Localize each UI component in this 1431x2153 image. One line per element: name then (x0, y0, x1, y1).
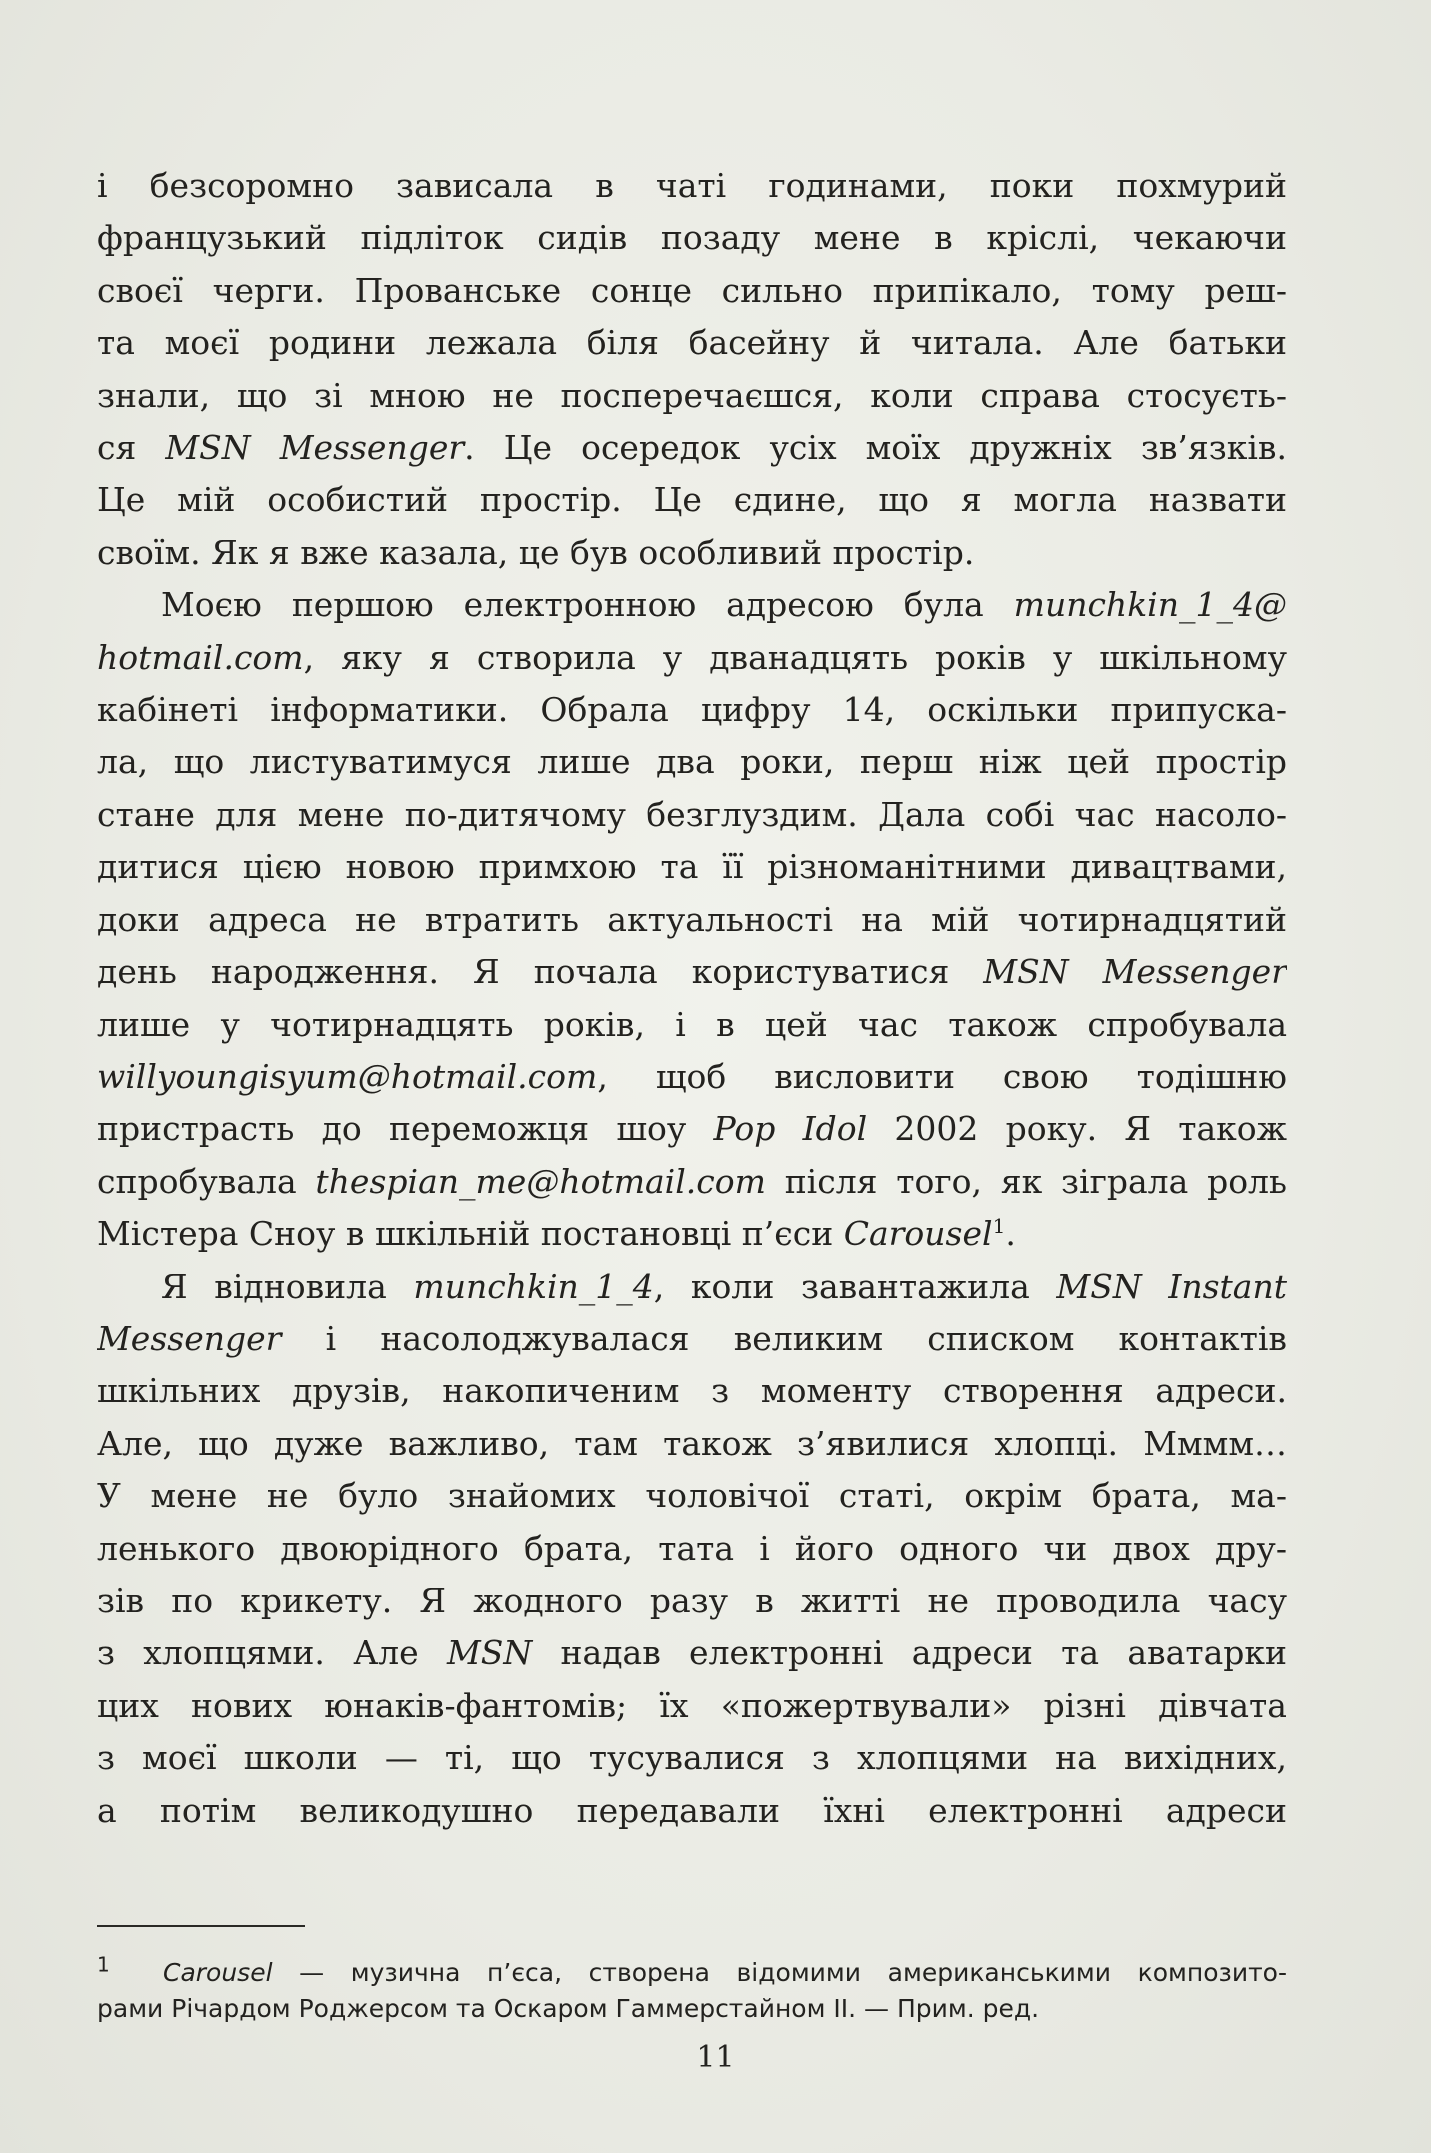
text-line: доки адреса не втратить актуальності на мій чотирнадцятий (97, 899, 1287, 939)
page-number: 11 (696, 2040, 735, 2075)
text-line: ся MSN Messenger. Це осередок усіх моїх дружніх зв’язків. (97, 428, 1287, 468)
footnotes (97, 1955, 1287, 2027)
text-line: спробувала thespian_me@hotmail.com після того, як зіграла роль (97, 1161, 1287, 1201)
text-line: дитися цією новою примхою та її різноманітними дивацтвами, (97, 847, 1287, 887)
footnote-line: $^1$ Carousel — музична п’єса, створена відомими американськими композито- (97, 1955, 1287, 1987)
footnote-line: рами Річардом Роджерсом та Оскаром Гаммерстайном II. — Прим. ред. (97, 1994, 1040, 2023)
footnote-rule (97, 1925, 305, 1927)
text-line: кабінеті інформатики. Обрала цифру 14, оскільки припуска- (97, 690, 1287, 730)
text-line: день народження. Я почала користуватися MSN Messenger (97, 952, 1287, 992)
text-line: стане для мене по-дитячому безглуздим. Дала собі час насоло- (97, 794, 1287, 834)
text-line: ла, що листуватимуся лише два роки, перш ніж цей простір (97, 742, 1287, 782)
text-line: Але, що дуже важливо, там також з’явилися хлопці. Мммм… (97, 1423, 1287, 1463)
text-line: ленького двоюрідного брата, тата і його одного чи двох дру- (97, 1528, 1287, 1568)
text-line: Я відновила munchkin_1_4, коли завантажила MSN Instant (161, 1266, 1287, 1306)
text-line: своєї черги. Прованське сонце сильно припікало, тому реш- (97, 270, 1287, 310)
text-line: Містера Сноу в шкільній постановці п’єси Carousel$^1$. (97, 1214, 1016, 1254)
text-line: а потім великодушно передавали їхні електронні адреси (97, 1790, 1287, 1830)
text-line: і безсоромно зависала в чаті годинами, поки похмурий (97, 166, 1287, 205)
text-line: цих нових юнаків-фантомів; їх «пожертвували» різні дівчата (97, 1685, 1287, 1725)
text-line: Моєю першою електронною адресою була munchkin_1_4@ (161, 585, 1287, 625)
text-line: з хлопцями. Але MSN надав електронні адреси та аватарки (97, 1633, 1287, 1673)
text-line: hotmail.com, яку я створила у дванадцять років у шкільному (97, 637, 1287, 677)
body-text (97, 160, 1287, 1837)
text-line: своїм. Як я вже казала, це був особливий простір. (97, 532, 975, 572)
text-line: знали, що зі мною не посперечаєшся, коли справа стосуєть- (97, 375, 1287, 415)
text-line: лише у чотирнадцять років, і в цей час також спробувала (97, 1004, 1287, 1044)
text-line: У мене не було знайомих чоловічої статі, окрім брата, ма- (97, 1476, 1287, 1516)
text-line: шкільних друзів, накопиченим з моменту створення адреси. (97, 1371, 1287, 1411)
text-line: з моєї школи — ті, що тусувалися з хлопцями на вихідних, (97, 1738, 1287, 1778)
text-line: пристрасть до переможця шоу Pop Idol 2002 року. Я також (97, 1109, 1287, 1149)
text-line: та моєї родини лежала біля басейну й читала. Але батьки (97, 323, 1287, 363)
text-line: Messenger і насолоджувалася великим списком контактів (97, 1318, 1287, 1358)
text-line: зів по крикету. Я жодного разу в житті не проводила часу (97, 1580, 1287, 1620)
text-line: Це мій особистий простір. Це єдине, що я могла назвати (97, 480, 1287, 520)
text-line: willyoungisyum@hotmail.com, щоб висловити свою тодішню (97, 1056, 1287, 1096)
text-line: французький підліток сидів позаду мене в кріслі, чекаючи (97, 218, 1287, 258)
